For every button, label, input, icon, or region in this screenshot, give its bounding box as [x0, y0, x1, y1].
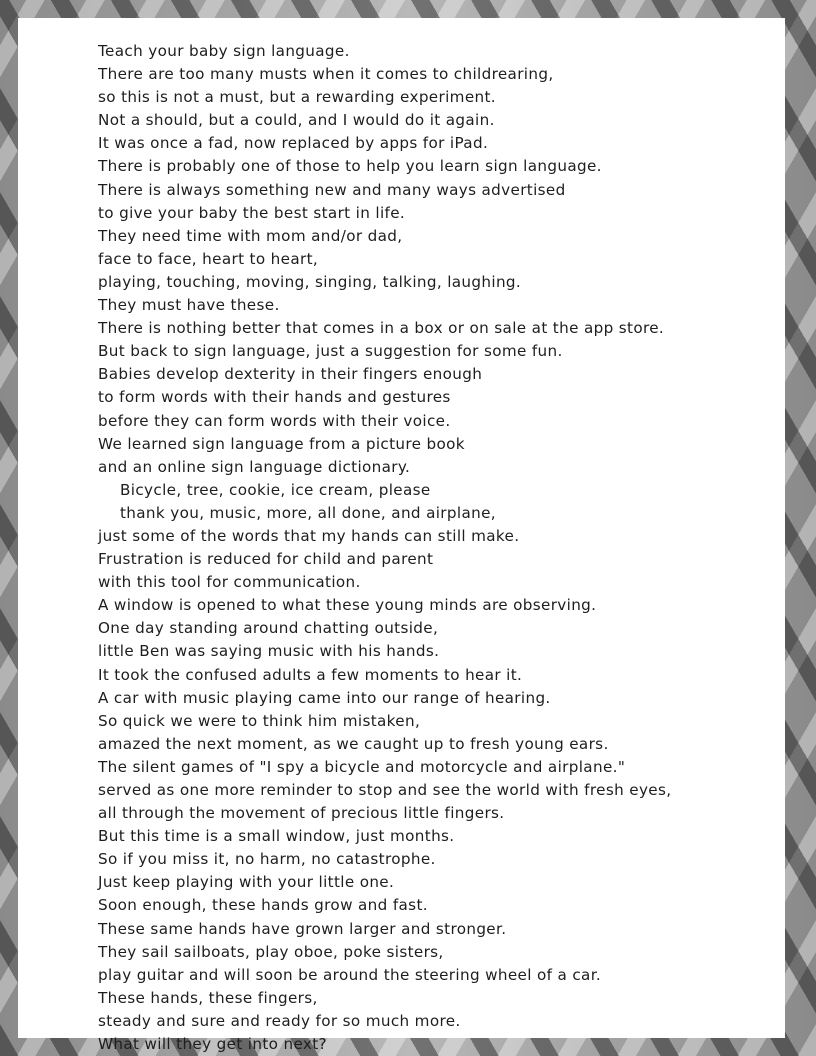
- poem-line: to give your baby the best start in life.: [98, 203, 406, 222]
- poem-line: But back to sign language, just a suggestion for some fun.: [98, 342, 563, 361]
- poem-line: We learned sign language from a picture book: [98, 434, 465, 453]
- poem-line: There is probably one of those to help you learn sign language.: [98, 157, 602, 176]
- poem-line: served as one more reminder to stop and see the world with fresh eyes,: [98, 781, 672, 799]
- poem-line: Just keep playing with your little one.: [98, 873, 395, 892]
- poem-line: There is always something new and many ways advertised: [98, 180, 566, 199]
- poem-line: They sail sailboats, play oboe, poke sisters,: [98, 942, 444, 961]
- poem-line: A car with music playing came into our range of hearing.: [98, 688, 551, 707]
- poem-line: They must have these.: [98, 296, 280, 315]
- poem-line: Soon enough, these hands grow and fast.: [98, 896, 428, 915]
- poem-line: so this is not a must, but a rewarding experiment.: [98, 88, 496, 107]
- poem-line: It took the confused adults a few moments to hear it.: [98, 665, 523, 684]
- poem-line: The silent games of "I spy a bicycle and motorcycle and airplane.": [98, 757, 626, 776]
- poem-line: There is nothing better that comes in a box or on sale at the app store.: [98, 319, 665, 338]
- poem-line: But this time is a small window, just months.: [98, 827, 455, 846]
- poem-line: These same hands have grown larger and stronger.: [98, 919, 507, 938]
- poem-line: face to face, heart to heart,: [98, 249, 319, 268]
- poem-line: little Ben was saying music with his hands.: [98, 642, 440, 661]
- poem-line: What will they get into next?: [98, 1035, 327, 1054]
- poem-line: just some of the words that my hands can still make.: [98, 526, 520, 545]
- poem-line: steady and sure and ready for so much more.: [98, 1011, 461, 1030]
- poem-line: amazed the next moment, as we caught up to fresh young ears.: [98, 734, 609, 753]
- poem-line: play guitar and will soon be around the steering wheel of a car.: [98, 965, 602, 984]
- poem-line: playing, touching, moving, singing, talking, laughing.: [98, 272, 522, 291]
- poem-line: Frustration is reduced for child and parent: [98, 550, 434, 569]
- poem-line: with this tool for communication.: [98, 573, 361, 592]
- poem-line-indented: Bicycle, tree, cookie, ice cream, please: [120, 480, 431, 499]
- poem-line: before they can form words with their voice.: [98, 411, 451, 430]
- poem-line: to form words with their hands and gestures: [98, 388, 451, 407]
- poem-line: Babies develop dexterity in their fingers enough: [98, 365, 483, 384]
- poem-line: These hands, these fingers,: [98, 988, 318, 1007]
- poem-line: all through the movement of precious little fingers.: [98, 804, 505, 823]
- poem-line: So quick we were to think him mistaken,: [98, 711, 421, 730]
- poem-line: A window is opened to what these young minds are observing.: [98, 596, 597, 615]
- poem-line: One day standing around chatting outside,: [98, 619, 439, 638]
- poem-text: [98, 40, 671, 1056]
- poem-line: So if you miss it, no harm, no catastrophe.: [98, 850, 436, 869]
- poem-line: and an online sign language dictionary.: [98, 457, 411, 476]
- document-page: [18, 18, 785, 1054]
- poem-line: There are too many musts when it comes to childrearing,: [98, 65, 554, 84]
- poem-line: Not a should, but a could, and I would do it again.: [98, 111, 495, 130]
- poem-line: It was once a fad, now replaced by apps for iPad.: [98, 134, 489, 153]
- poem-line: They need time with mom and/or dad,: [98, 226, 403, 245]
- poem-line: Teach your baby sign language.: [98, 42, 350, 60]
- poem-line-indented: thank you, music, more, all done, and airplane,: [120, 503, 496, 522]
